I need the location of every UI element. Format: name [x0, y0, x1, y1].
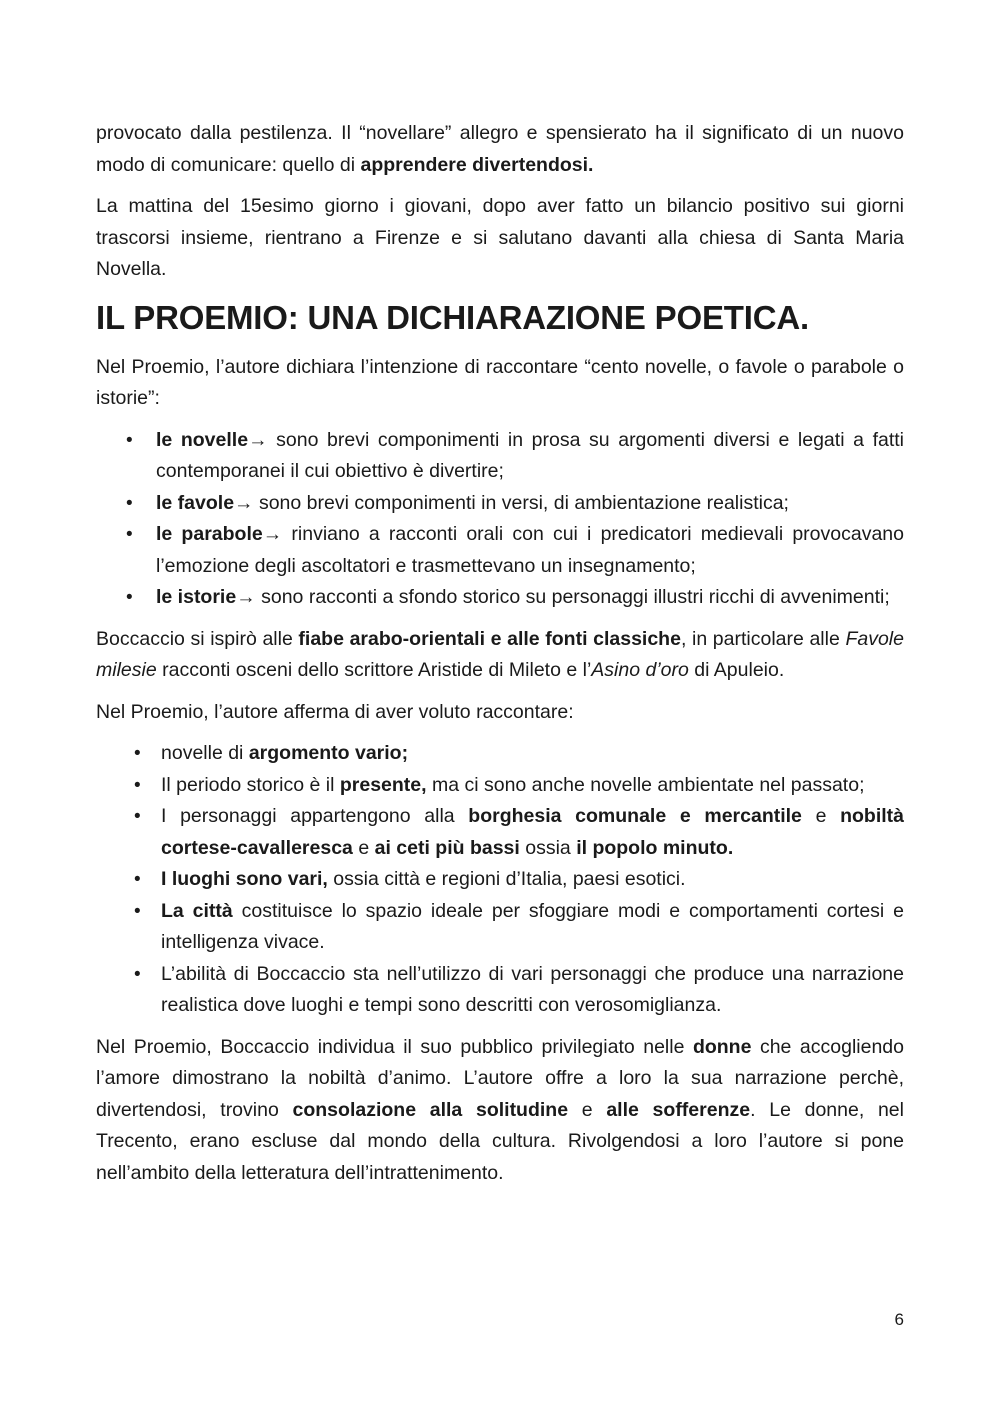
paragraph-text: che accogliendo l’amore dimostrano la nobiltà d’animo. L’autore offre a loro la sua narrazione perchè, divertendosi, trovino: [96, 1035, 904, 1121]
list-text: sono brevi componimenti in versi, di ambientazione realistica;: [253, 491, 789, 514]
paragraph-proemio-intro: Nel Proemio, l’autore dichiara l’intenzione di raccontare “cento novelle, o favole o parabole o istorie”:: [96, 355, 904, 409]
bullet-icon: •: [134, 963, 141, 985]
list-text: I personaggi appartengono alla: [161, 805, 469, 827]
list-text: ossia città e regioni d’Italia, paesi esotici.: [327, 868, 686, 890]
list-item: [96, 519, 904, 582]
bullet-icon: •: [134, 743, 141, 764]
list-text: ossia: [519, 836, 577, 859]
list-item: [96, 770, 904, 802]
bold-text: nobiltà cortese-cavalleresca: [161, 805, 905, 859]
list-text: e: [801, 805, 841, 827]
content-list: [96, 738, 904, 1022]
bold-text: il popolo minuto.: [576, 836, 734, 859]
italic-title: Asino d’oro: [591, 659, 689, 681]
bold-text: argomento vario;: [248, 742, 409, 764]
list-item: [96, 896, 904, 959]
arrow-right-icon: →: [262, 523, 283, 545]
paragraph-15esimo-giorno: La mattina del 15esimo giorno i giovani, dopo aver fatto un bilancio positivo sui giorni trascorsi insieme, rientrano a Firenze e si salutano davanti alla chiesa di Santa Maria Novella.: [96, 195, 904, 280]
list-text: sono brevi componimenti in prosa su argomenti diversi e legati a fatti contemporanei il cui obiettivo è divertire;: [156, 428, 904, 482]
arrow-right-icon: →: [248, 428, 268, 451]
list-text: rinviano a racconti orali con cui i predicatori medievali provocavano l’emozione degli ascoltatori e trasmettevano un insegnamento;: [156, 523, 904, 577]
list-item: [96, 738, 904, 770]
list-item: [96, 801, 904, 864]
list-text: Il periodo storico è il: [161, 773, 340, 796]
bold-text: I luoghi sono vari,: [161, 868, 328, 890]
bold-text: alle sofferenze: [606, 1098, 751, 1121]
list-text: costituisce lo spazio ideale per sfoggiare modi e comportamenti cortesi e intelligenza vivace.: [161, 899, 904, 953]
paragraph-proemio-afferma: Nel Proemio, l’autore afferma di aver voluto raccontare:: [96, 700, 574, 723]
list-item: [96, 582, 904, 614]
paragraph-text: di Apuleio.: [688, 659, 785, 681]
paragraph-novellare: [96, 118, 904, 181]
list-item: [96, 864, 904, 896]
arrow-right-icon: →: [236, 586, 256, 608]
paragraph-text: e: [568, 1098, 607, 1121]
italic-title: Favole milesie: [96, 627, 904, 681]
list-item: [96, 425, 904, 488]
bullet-icon: •: [134, 869, 141, 890]
list-term: le parabole: [156, 523, 263, 545]
genre-list: [96, 425, 904, 614]
bullet-icon: •: [126, 524, 133, 545]
bold-text: donne: [692, 1035, 752, 1058]
bullet-icon: •: [134, 774, 141, 796]
bold-text: apprendere divertendosi.: [360, 153, 594, 176]
bold-text: fiabe arabo-orientali e alle fonti classiche: [298, 627, 681, 650]
arrow-right-icon: →: [234, 491, 254, 514]
bullet-icon: •: [126, 429, 133, 451]
bullet-icon: •: [126, 587, 133, 608]
bullet-icon: •: [126, 492, 133, 514]
paragraph-fonti: [96, 624, 904, 687]
list-text: sono racconti a sfondo storico su personaggi illustri ricchi di avvenimenti;: [255, 586, 890, 608]
list-term: le favole: [156, 491, 235, 514]
paragraph-text: racconti osceni dello scrittore Aristide di Mileto e l’: [156, 659, 592, 681]
list-text: novelle di: [161, 742, 249, 764]
list-term: le istorie: [156, 586, 237, 608]
section-heading: IL PROEMIO: UNA DICHIARAZIONE POETICA.: [96, 298, 809, 336]
list-term: le novelle: [156, 428, 249, 451]
bold-text: borghesia comunale e mercantile: [468, 805, 802, 827]
paragraph-text: provocato dalla pestilenza. Il “novellare” allegro e spensierato ha il significato di un nuovo modo di comunicare: quello di: [96, 122, 904, 176]
bullet-icon: •: [134, 806, 141, 827]
paragraph-text: Boccaccio si ispirò alle: [96, 627, 299, 650]
list-item: [96, 959, 904, 1022]
list-text: e: [352, 836, 375, 859]
list-text: L’abilità di Boccaccio sta nell’utilizzo di vari personaggi che produce una narrazione realistica dove luoghi e tempi sono descritti con verosomiglianza.: [161, 962, 904, 1016]
bold-text: ai ceti più bassi: [374, 836, 520, 859]
bullet-icon: •: [134, 900, 141, 922]
bold-text: presente,: [339, 773, 427, 796]
paragraph-pubblico-donne: [96, 1032, 904, 1190]
paragraph-text: , in particolare alle: [680, 627, 846, 650]
bold-text: consolazione alla solitudine: [292, 1098, 569, 1121]
list-item: [96, 488, 904, 520]
bold-text: La città: [161, 899, 233, 922]
list-text: ma ci sono anche novelle ambientate nel passato;: [426, 773, 865, 796]
page-number: 6: [894, 1310, 904, 1329]
paragraph-text: Nel Proemio, Boccaccio individua il suo pubblico privilegiato nelle: [96, 1035, 693, 1058]
paragraph-text: . Le donne, nel Trecento, erano escluse dal mondo della cultura. Rivolgendosi a loro l’autore si pone nell’ambito della letteratura dell’intrattenimento.: [96, 1098, 904, 1184]
